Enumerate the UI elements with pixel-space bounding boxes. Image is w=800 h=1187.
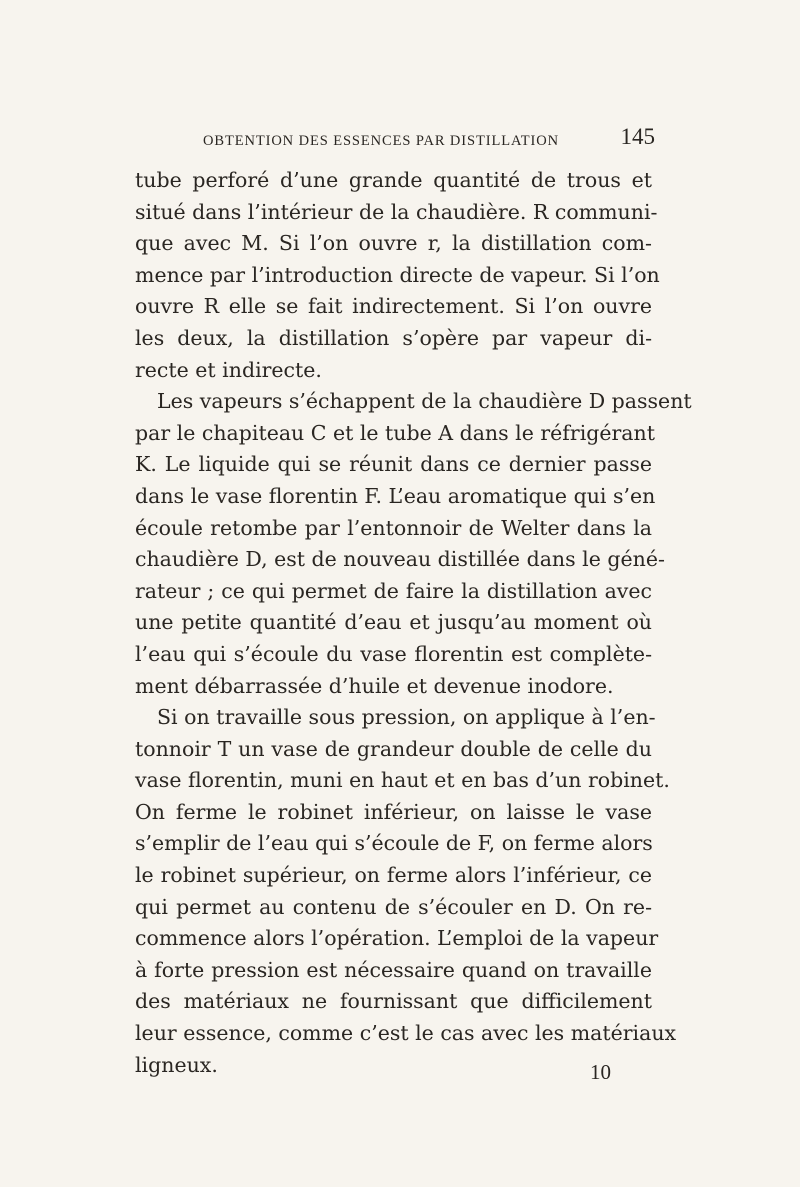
- page-number: 145: [620, 124, 655, 149]
- text-line: situé dans l’intérieur de la chaudière. R communi-: [135, 199, 658, 224]
- text-line: recte et indirecte.: [135, 357, 322, 382]
- text-line: qui permet au contenu de s’écouler en D. On re-: [135, 894, 652, 919]
- text-line: le robinet supérieur, on ferme alors l’inférieur, ce: [135, 863, 652, 888]
- text-line: leur essence, comme c’est le cas avec les matériaux: [135, 1021, 677, 1046]
- text-line: vase florentin, muni en haut et en bas d’un robinet.: [135, 768, 670, 793]
- text-line: l’eau qui s’écoule du vase florentin est complète-: [135, 641, 652, 666]
- signature-mark: 10: [590, 1060, 611, 1084]
- text-line: des matériaux ne fournissant que difficilement: [135, 989, 652, 1014]
- text-line: K. Le liquide qui se réunit dans ce dernier passe: [135, 452, 652, 477]
- text-line: mence par l’introduction directe de vapeur. Si l’on: [135, 262, 660, 287]
- text-line: On ferme le robinet inférieur, on laisse le vase: [135, 799, 652, 824]
- text-line: ment débarrassée d’huile et devenue inodore.: [135, 673, 614, 698]
- text-line: écoule retombe par l’entonnoir de Welter dans la: [135, 515, 652, 540]
- text-line: chaudière D, est de nouveau distillée dans le géné-: [135, 547, 665, 572]
- running-head: [135, 124, 655, 152]
- text-line: à forte pression est nécessaire quand on travaille: [135, 957, 652, 982]
- text-line: tonnoir T un vase de grandeur double de celle du: [135, 736, 652, 761]
- paragraph-start-line: Les vapeurs s’échappent de la chaudière D passent: [157, 389, 692, 414]
- text-line: rateur ; ce qui permet de faire la distillation avec: [135, 578, 652, 603]
- text-line: dans le vase florentin F. L’eau aromatique qui s’en: [135, 483, 656, 508]
- paragraph-start-line: Si on travaille sous pression, on applique à l’en-: [157, 705, 656, 730]
- text-line: que avec M. Si l’on ouvre r, la distillation com-: [135, 231, 652, 256]
- text-line: tube perforé d’une grande quantité de trous et: [135, 168, 652, 192]
- running-title: OBTENTION DES ESSENCES PAR DISTILLATION: [203, 133, 559, 149]
- text-line: ligneux.: [135, 1052, 218, 1077]
- text-line: les deux, la distillation s’opère par vapeur di-: [135, 325, 652, 350]
- text-line: par le chapiteau C et le tube A dans le réfrigérant: [135, 420, 655, 445]
- text-line: ouvre R elle se fait indirectement. Si l’on ouvre: [135, 294, 652, 319]
- text-line: s’emplir de l’eau qui s’écoule de F, on ferme alors: [135, 831, 653, 856]
- text-line: commence alors l’opération. L’emploi de la vapeur: [135, 926, 659, 951]
- body-text: [135, 165, 692, 1081]
- text-line: une petite quantité d’eau et jusqu’au moment où: [135, 610, 652, 635]
